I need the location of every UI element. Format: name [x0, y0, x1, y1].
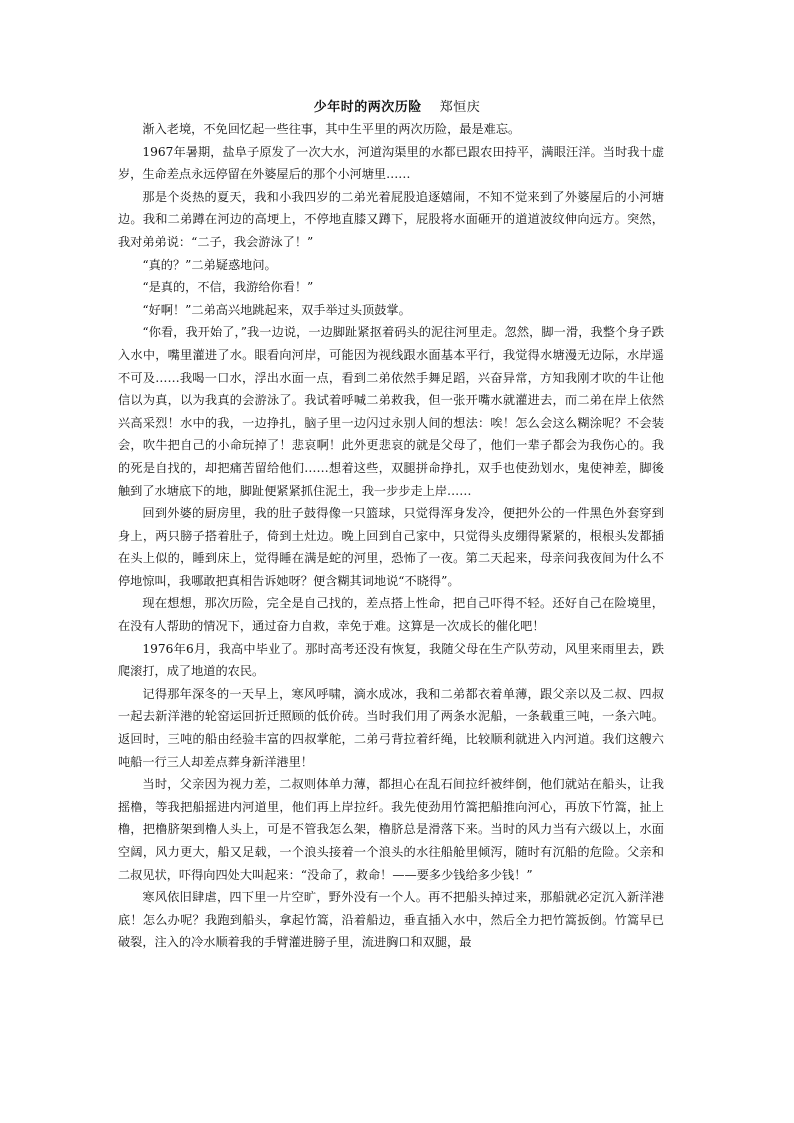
paragraph: “真的？”二弟疑惑地问。 — [142, 257, 277, 272]
document-title: 少年时的两次历险 — [313, 100, 422, 115]
paragraph: 现在想想，那次历险，完全是自己找的，差点搭上性命，把自己吓得不轻。还好自己在险境里，在没有人帮助的情况下，通过奋力自救，幸免于难。这算是一次成长的催化吧！ — [118, 596, 664, 634]
paragraph: “是真的，不信，我游给你看！” — [142, 280, 314, 295]
document-body — [118, 118, 664, 954]
document-author: 郑恒庆 — [439, 100, 481, 115]
paragraph: 渐入老境，不免回忆起一些往事，其中生平里的两次历险，最是难忘。 — [142, 122, 521, 136]
paragraph: “好啊！”二弟高兴地跳起来，双手举过头顶鼓掌。 — [142, 302, 411, 317]
paragraph: 那是个炎热的夏天，我和小我四岁的二弟光着屁股追逐嬉闹，不知不觉来到了外婆屋后的小河塘边。我和二弟蹲在河边的高埂上，不停地直膝又蹲下，屁股将水面砸开的道道波纹伸向远方。突然，我对弟弟说：“二子，我会游泳了！” — [118, 189, 664, 249]
paragraph: 1967年暑期，盐阜子原发了一次大水，河道沟渠里的水都已跟农田持平，满眼汪洋。当时我十虚岁，生命差点永远停留在外婆屋后的那个小河塘里…… — [118, 144, 664, 182]
paragraph: 当时，父亲因为视力差，二叔则体单力薄，都担心在乱石间拉纤被绊倒，他们就站在船头，让我摇橹，等我把船摇进内河道里，他们再上岸拉纤。我先使劲用竹篙把船推向河心，再放下竹篙，扯上橹，把橹脐架到橹人头上，可是不管我怎么架，橹脐总是滑落下来。当时的风力当有六级以上，水面空阔，风力更大，船又足载，一个浪头接着一个浪头的水往船舱里倾泻，随时有沉船的危险。父亲和二叔见状，吓得向四处大叫起来：“没命了，救命！——要多少钱给多少钱！” — [118, 777, 664, 882]
paragraph: 记得那年深冬的一天早上，寒风呼啸，滴水成冰，我和二弟都衣着单薄，跟父亲以及二叔、四叔一起去新洋港的轮窑运回折迁照顾的低价砖。当时我们用了两条水泥船，一条载重三吨，一条六吨。返回时，三吨的船由经验丰富的四叔掌舵，二弟弓背拉着纤绳，比较顺利就进入内河道。我们这艘六吨船一行三人却差点葬身新洋港里！ — [118, 686, 664, 769]
paragraph: 回到外婆的厨房里，我的肚子鼓得像一只篮球，只觉得浑身发冷，便把外公的一件黑色外套穿到身上，两只膀子搭着肚子，倚到土灶边。晚上回到自己家中，只觉得头皮绷得紧紧的，根根头发都插在头上似的，睡到床上，觉得睡在满是蛇的河里，恐怖了一夜。第二天起来，母亲问我夜间为什么不停地惊叫，我哪敢把真相告诉她呀？便含糊其词地说“不晓得”。 — [118, 506, 664, 588]
paragraph: 寒风依旧肆虐，四下里一片空旷，野外没有一个人。再不把船头掉过来，那船就必定沉入新洋港底！怎么办呢？我跑到船头，拿起竹篙，沿着船边，垂直插入水中，然后全力把竹篙扳倒。竹篙早已破裂，注入的冷水顺着我的手臂灌进膀子里，流进胸口和双腿，最 — [118, 890, 664, 950]
paragraph: 1976年6月，我高中毕业了。那时高考还没有恢复，我随父母在生产队劳动，风里来雨里去，跌爬滚打，成了地道的农民。 — [118, 641, 664, 679]
document-title-line — [0, 96, 794, 115]
paragraph: “你看，我开始了，”我一边说，一边脚趾紧抠着码头的泥往河里走。忽然，脚一滑，我整个身子跌入水中，嘴里灌进了水。眼看向河岸，可能因为视线跟水面基本平行，我觉得水塘漫无边际，水岸遥不可及……我喝一口水，浮出水面一点，看到二弟依然手舞足蹈，兴奋异常，方知我刚才吹的牛让他信以为真，以为我真的会游泳了。我试着呼喊二弟救我，但一张开嘴水就灌进去，而二弟在岸上依然兴高采烈！水中的我，一边挣扎，脑子里一边闪过永别人间的想法：唉！怎么会这么糊涂呢？不会装会，吹牛把自己的小命玩掉了！悲哀啊！此外更悲哀的就是父母了，他们一辈子都会为我伤心的。我的死是自找的，却把痛苦留给他们……想着这些，双腿拼命挣扎，双手也使劲划水，鬼使神差，脚後触到了水塘底下的地，脚趾便紧紧抓住泥土，我一步步走上岸…… — [118, 325, 664, 498]
